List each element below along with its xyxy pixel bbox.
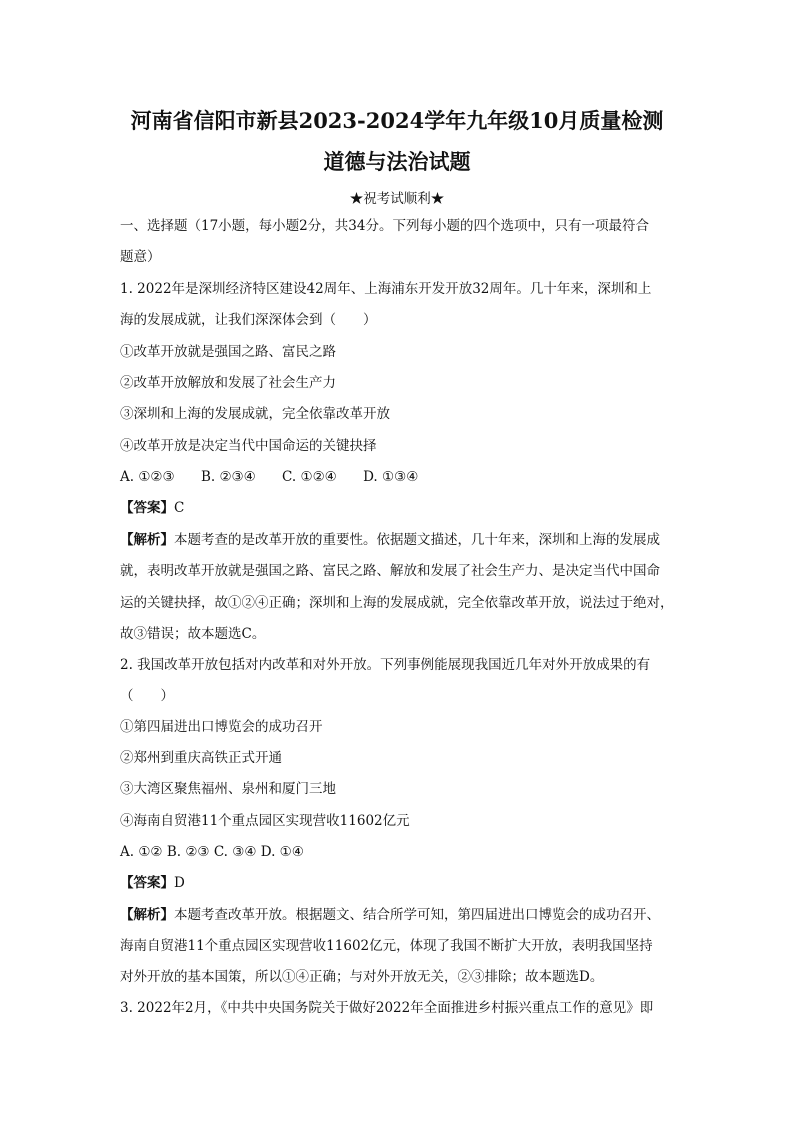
document-title-line1: 河南省信阳市新县2023-2024学年九年级10月质量检测 bbox=[130, 108, 664, 133]
q2-answer-value: D bbox=[174, 875, 185, 891]
q1-stem-line1: 1. 2022年是深圳经济特区建设42周年、上海浦东开发开放32周年。几十年来，深圳和上 bbox=[120, 281, 652, 297]
q1-option-c: C. ①②④ bbox=[282, 469, 337, 485]
q1-answer-label: 【答案】 bbox=[120, 500, 174, 516]
q2-statement-1: ①第四届进出口博览会的成功召开 bbox=[120, 719, 323, 735]
q3-stem-line1: 3. 2022年2月，《中共中央国务院关于做好2022年全面推进乡村振兴重点工作的意见》即 bbox=[120, 1000, 654, 1016]
document-title-line2: 道德与法治试题 bbox=[323, 149, 471, 174]
q2-analysis-line3: 对外开放的基本国策，所以①④正确；与对外开放无关，②③排除；故本题选D。 bbox=[120, 969, 604, 985]
q1-option-a: A. ①②③ bbox=[120, 469, 175, 485]
q1-stem-line2: 海的发展成就，让我们深深体会到（ ） bbox=[120, 312, 377, 328]
q2-answer-label: 【答案】 bbox=[120, 875, 174, 891]
q1-option-b: B. ②③④ bbox=[200, 469, 256, 485]
q1-analysis-line2: 就，表明改革开放就是强国之路、富民之路、解放和发展了社会生产力、是决定当代中国命 bbox=[120, 563, 660, 579]
q2-statement-4: ④海南自贸港11个重点园区实现营收11602亿元 bbox=[120, 813, 410, 829]
q1-analysis-line1 bbox=[120, 531, 660, 549]
q1-statement-3: ③深圳和上海的发展成就，完全依靠改革开放 bbox=[120, 406, 390, 422]
q2-analysis-text1: 本题考查改革开放。根据题文、结合所学可知，第四届进出口博览会的成功召开、 bbox=[174, 907, 660, 923]
q1-answer-value: C bbox=[174, 500, 185, 516]
q2-statement-3: ③大湾区聚焦福州、泉州和厦门三地 bbox=[120, 781, 336, 797]
q2-options: A. ①② B. ②③ C. ③④ D. ①④ bbox=[120, 844, 304, 860]
q1-statement-2: ②改革开放解放和发展了社会生产力 bbox=[120, 375, 336, 391]
q2-analysis-label: 【解析】 bbox=[120, 907, 174, 923]
section-heading-line1: 一、选择题（17小题，每小题2分，共34分。下列每小题的四个选项中，只有一项最符合 bbox=[120, 218, 649, 234]
q1-statement-1: ①改革开放就是强国之路、富民之路 bbox=[120, 344, 336, 360]
q1-statement-4: ④改革开放是决定当代中国命运的关键抉择 bbox=[120, 438, 377, 454]
q2-analysis-line2: 海南自贸港11个重点园区实现营收11602亿元，体现了我国不断扩大开放，表明我国坚持 bbox=[120, 938, 653, 954]
q1-analysis-line3: 运的关键抉择，故①②④正确；深圳和上海的发展成就，完全依靠改革开放，说法过于绝对， bbox=[120, 595, 674, 611]
q2-stem-line1: 2. 我国改革开放包括对内改革和对外开放。下列事例能展现我国近几年对外开放成果的有 bbox=[120, 657, 651, 673]
q2-answer bbox=[120, 874, 185, 892]
q1-analysis-line4: 故③错误；故本题选C。 bbox=[120, 626, 266, 642]
section-heading-line2: 题意） bbox=[120, 249, 161, 265]
q2-analysis-line1 bbox=[120, 906, 660, 924]
q1-analysis-label: 【解析】 bbox=[120, 532, 174, 548]
blessing-text: ★祝考试顺利★ bbox=[349, 191, 445, 207]
q1-analysis-text1: 本题考查的是改革开放的重要性。依据题文描述，几十年来，深圳和上海的发展成 bbox=[174, 532, 660, 548]
q1-options bbox=[120, 468, 440, 486]
q2-statement-2: ②郑州到重庆高铁正式开通 bbox=[120, 750, 282, 766]
q1-answer bbox=[120, 499, 184, 517]
q1-option-d: D. ①③④ bbox=[363, 469, 419, 485]
q2-stem-line2: （ ） bbox=[120, 688, 174, 704]
